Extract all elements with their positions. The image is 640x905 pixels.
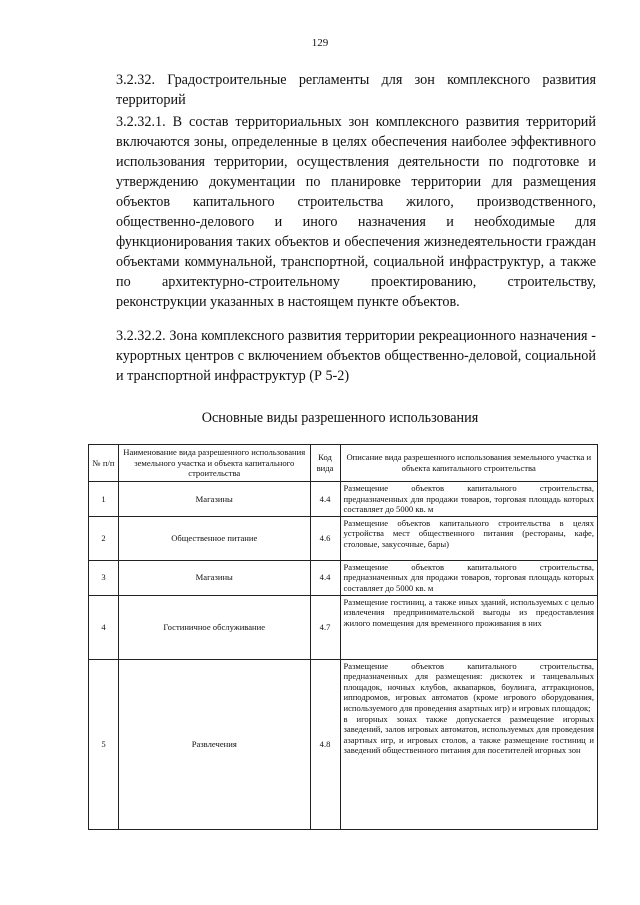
row-number: 4 [89, 595, 119, 659]
row-use-name: Общественное питание [118, 516, 310, 560]
table-row [89, 482, 598, 517]
row-use-name: Магазины [118, 560, 310, 595]
section-heading: 3.2.32. Градостроительные регламенты для зон комплексного развития территорий [116, 72, 596, 108]
row-code: 4.8 [310, 659, 340, 829]
row-code: 4.4 [310, 560, 340, 595]
header-number: № п/п [89, 445, 119, 482]
row-description: Размещение объектов капитального строительства, предназначенных для размещения: дискотек и танцевальных площадок, ночных клубов, аквапарков, боулинга, аттракционов, ипподромов, игровых автоматов (кроме игрового оборудования, используемого для проведения азартных игр) и игровых площадок; в игорных зонах также допускается размещение игорных заведений, залов игровых автоматов, используемых для проведения азартных игр, и игровых столов, а также размещение гостиниц и заведений общественного питания для посетителей игорных зон [340, 659, 598, 829]
table-row [89, 560, 598, 595]
row-description: Размещение объектов капитального строительства в целях устройства мест общественного питания (рестораны, кафе, столовые, закусочные, бары) [340, 516, 598, 560]
header-use-name: Наименование вида разрешенного использования земельного участка и объекта капитального строительства [118, 445, 310, 482]
table-title: Основные виды разрешенного использования [201, 410, 479, 426]
table-header-row [89, 445, 598, 482]
row-number: 3 [89, 560, 119, 595]
paragraph-zone-definition: 3.2.32.2. Зона комплексного развития территории рекреационного назначения - курортных центров с включением объектов общественно-деловой, социальной и транспортной инфраструктур (Р 5-2) [116, 328, 596, 384]
row-code: 4.7 [310, 595, 340, 659]
row-description: Размещение объектов капитального строительства, предназначенных для продажи товаров, торговая площадь которых составляет до 5000 кв. м [340, 560, 598, 595]
row-code: 4.4 [310, 482, 340, 517]
header-description: Описание вида разрешенного использования земельного участка и объекта капитального строительства [340, 445, 598, 482]
row-number: 2 [89, 516, 119, 560]
row-code: 4.6 [310, 516, 340, 560]
paragraph-zone-composition: 3.2.32.1. В состав территориальных зон комплексного развития территорий включаются зоны, определенные в целях обеспечения наиболее эффективного использования территории, осуществления деятельности по подготовке и утверждению документации по планировке территории для размещения объектов капитального строительства жилого, производственного, общественно-делового и иного назначения и необходимые для функционирования таких объектов и обеспечения жизнедеятельности граждан объектами коммунальной, транспортной, социальной инфраструктур, а также по архитектурно-строительному проектированию, строительству, реконструкции указанных в настоящем пункте объектов. [116, 114, 596, 310]
table-row [89, 595, 598, 659]
row-description: Размещение гостиниц, а также иных зданий, используемых с целью извлечения предпринимательской выгоды из предоставления жилого помещения для временного проживания в них [340, 595, 598, 659]
row-use-name: Магазины [118, 482, 310, 517]
row-use-name: Гостиничное обслуживание [118, 595, 310, 659]
table-row [89, 659, 598, 829]
header-code: Код вида [310, 445, 340, 482]
permitted-use-table [88, 444, 598, 830]
row-number: 1 [89, 482, 119, 517]
page-number: 129 [311, 37, 329, 49]
row-number: 5 [89, 659, 119, 829]
table-row [89, 516, 598, 560]
row-description: Размещение объектов капитального строительства, предназначенных для продажи товаров, торговая площадь которых составляет до 5000 кв. м [340, 482, 598, 517]
row-use-name: Развлечения [118, 659, 310, 829]
